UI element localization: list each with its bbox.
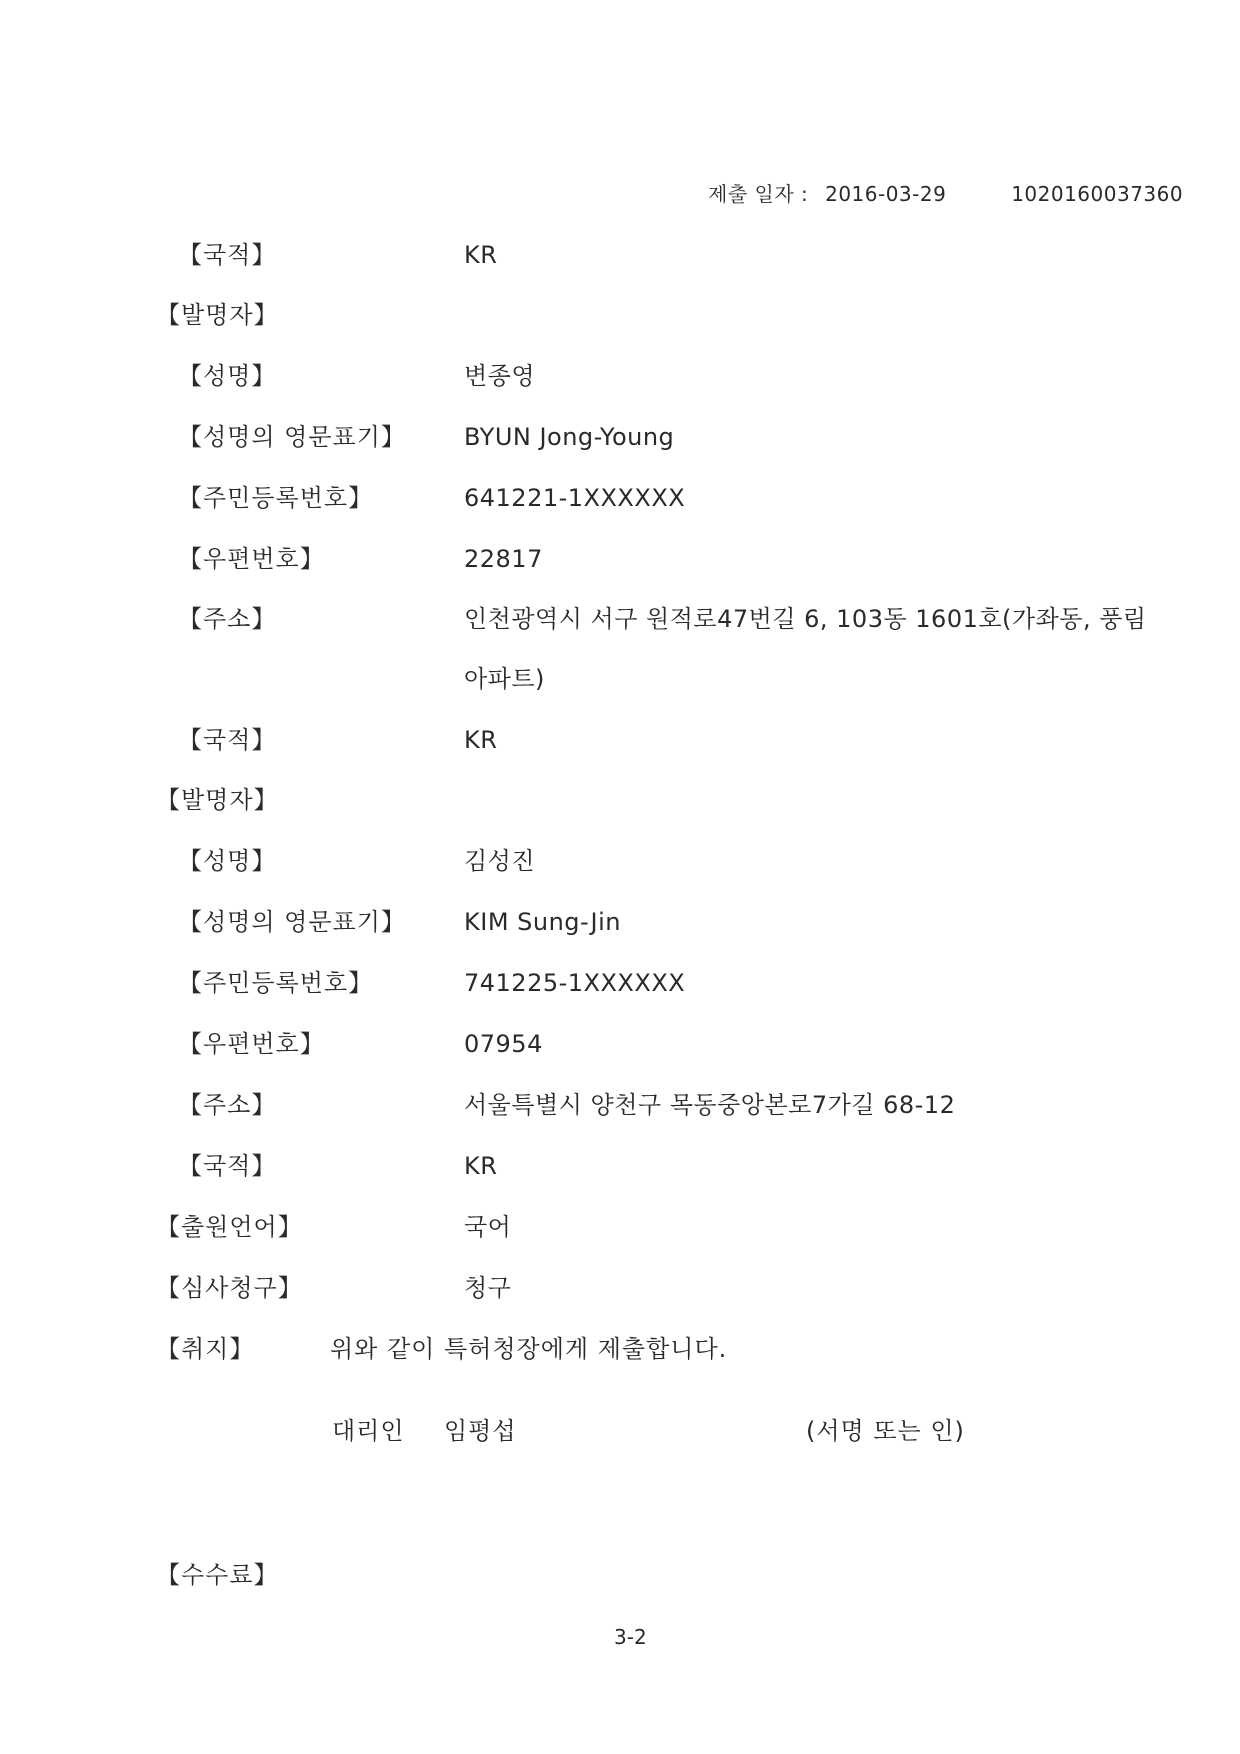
inventor-postal-code: 22817 [464, 545, 543, 573]
submission-date-label: 제출 일자 : [708, 182, 809, 206]
inventor-nationality: KR [464, 726, 498, 754]
resident-number-label: 【주민등록번호】 [178, 969, 374, 997]
resident-number-label: 【주민등록번호】 [178, 484, 374, 512]
nationality-label: 【국적】 [178, 241, 277, 269]
english-name-label: 【성명의 영문표기】 [178, 423, 406, 451]
fee-label: 【수수료】 [156, 1561, 279, 1589]
document-number: 1020160037360 [1011, 182, 1184, 206]
nationality-label: 【국적】 [178, 726, 277, 754]
inventor-address: 서울특별시 양천구 목동중앙본로7가길 68-12 [464, 1091, 956, 1119]
submission-date: 2016-03-29 [825, 182, 947, 206]
nationality-value: KR [464, 241, 498, 269]
examination-request-label: 【심사청구】 [156, 1274, 303, 1302]
purpose-label: 【취지】 [156, 1335, 255, 1363]
address-label: 【주소】 [178, 605, 277, 633]
submission-header [708, 178, 1183, 207]
name-label: 【성명】 [178, 362, 277, 390]
application-language-value: 국어 [464, 1213, 512, 1241]
page-number: 3-2 [614, 1625, 647, 1649]
inventor-label: 【발명자】 [156, 301, 279, 329]
inventor-resident-number: 741225-1XXXXXX [464, 969, 686, 997]
inventor-address: 인천광역시 서구 원적로47번길 6, 103동 1601호(가좌동, 풍림아파트) [464, 605, 1147, 693]
inventor-name: 김성진 [464, 847, 536, 875]
inventor-resident-number: 641221-1XXXXXX [464, 484, 686, 512]
inventor-english-name: KIM Sung-Jin [464, 908, 621, 936]
signature-note: (서명 또는 인) [806, 1417, 965, 1445]
agent-role: 대리인 [332, 1417, 405, 1445]
nationality-label: 【국적】 [178, 1152, 277, 1180]
examination-request-value: 청구 [464, 1274, 512, 1302]
name-label: 【성명】 [178, 847, 277, 875]
inventor-name: 변종영 [464, 362, 536, 390]
address-label: 【주소】 [178, 1091, 277, 1119]
postal-code-label: 【우편번호】 [178, 545, 325, 573]
agent-name: 임평섭 [444, 1417, 517, 1445]
english-name-label: 【성명의 영문표기】 [178, 908, 406, 936]
inventor-label: 【발명자】 [156, 786, 279, 814]
inventor-english-name: BYUN Jong-Young [464, 423, 675, 451]
application-language-label: 【출원언어】 [156, 1213, 303, 1241]
inventor-nationality: KR [464, 1152, 498, 1180]
inventor-postal-code: 07954 [464, 1030, 543, 1058]
postal-code-label: 【우편번호】 [178, 1030, 325, 1058]
purpose-text: 위와 같이 특허청장에게 제출합니다. [330, 1335, 728, 1363]
